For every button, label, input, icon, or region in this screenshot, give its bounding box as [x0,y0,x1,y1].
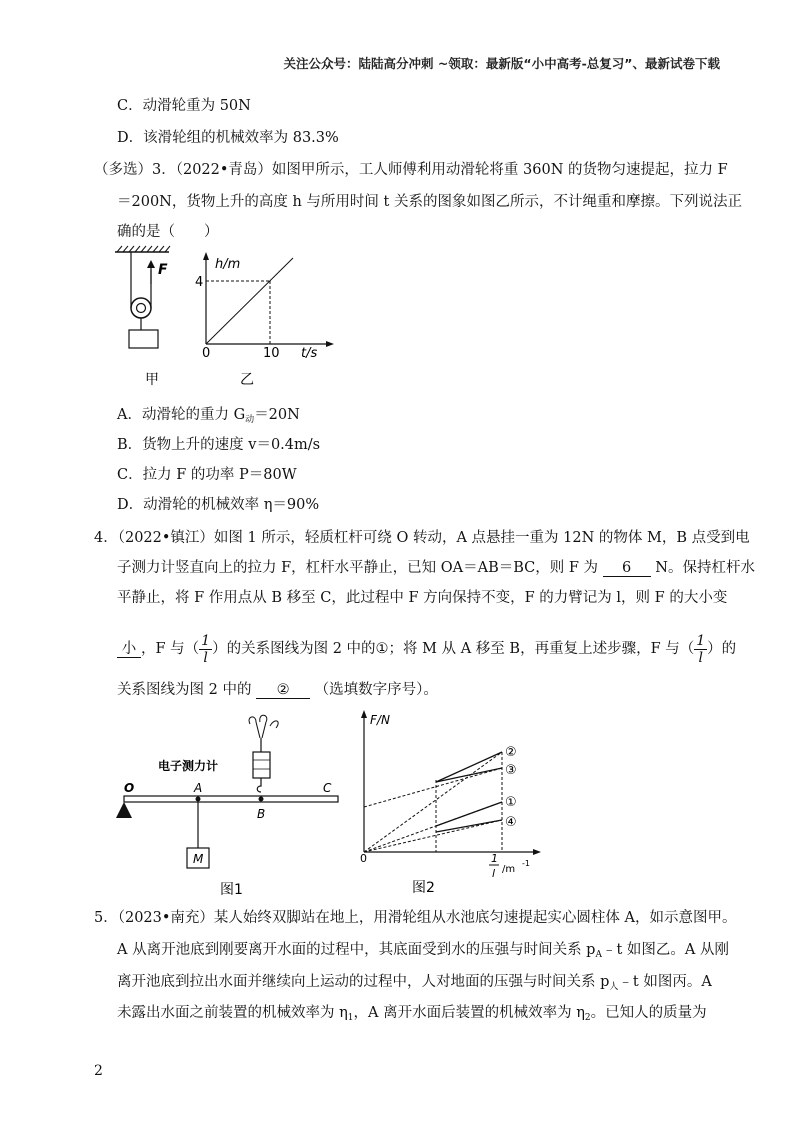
prev-option-d: D．该滑轮组的机械效率为 83.3% [117,130,339,146]
graph-y-tick: 4 [195,275,204,290]
f-vs-inverse-l-graph [352,702,552,897]
answer-blank-2: 小 [117,641,141,658]
q4-stem-line1: 4．（2022•镇江）如图 1 所示，轻质杠杆可绕 O 转动，A 点悬挂一重为 12N 的物体 M，B 点受到电 [94,530,750,546]
graph2-xlabel-num: 1 [491,852,498,865]
q4-stem-line2: 子测力计竖直向上的拉力 F，杠杆水平静止，已知 OA＝AB＝BC，则 F 为 6 N。保持杠杆水 [117,560,755,576]
prev-option-c: C．动滑轮重为 50N [117,98,251,114]
point-a-label: A [194,781,203,795]
q4-stem-line3: 平静止，将 F 作用点从 B 移至 C，此过程中 F 方向保持不变，F 的力臂记为 l，则 F 的大小变 [117,590,728,606]
point-c-label: C [323,781,332,795]
q3-stem-line1: （多选）3．（2022•青岛）如图甲所示，工人师傅利用动滑轮将重 360N 的货物匀速提起，拉力 F [94,162,728,178]
q3-stem-line2: ＝200N，货物上升的高度 h 与所用时间 t 关系的图象如图乙所示，不计绳重和摩擦。下列说法正 [117,194,742,210]
fraction-1-over-l: $\frac{1}{l}$ [201,632,211,666]
point-b-label: B [257,807,266,821]
q4-stem-line5: 关系图线为图 2 中的 ② （选填数字序号）。 [117,682,438,698]
answer-blank-3: ② [256,682,310,699]
force-label: F [158,262,168,278]
q5-stem-line1: 5．（2023•南充）某人始终双脚站在地上，用滑轮组从水池底匀速提起实心圆柱体 A，如示意图甲。 [94,910,737,926]
graph-origin: 0 [202,346,211,361]
pivot-triangle [116,802,132,818]
q3-option-a: A．动滑轮的重力 $G_动=20N$ [117,407,300,425]
graph2-xunit-exp: -1 [522,859,530,868]
graph2-ylabel: F/N [370,713,390,727]
q5-stem-line2: A 从离开池底到刚要离开水面的过程中，其底面受到水的压强与时间关系 $p_A﹣t$ 如图乙。A 从刚 [117,942,730,960]
fig-label-yi: 乙 [240,372,254,388]
object-m-label: M [193,852,204,866]
graph2-xlabel-den: l [492,867,496,880]
force-meter-icon [249,715,278,792]
force-meter-label: 电子测力计 [158,759,219,773]
q3-stem-line3: 确的是（ ） [117,224,219,240]
q5-stem-line3: 离开池底到拉出水面并继续向上运动的过程中，人对地面的压强与时间关系 $p_人﹣t$ 如图丙。A [117,974,712,992]
fig2-caption: 图2 [412,880,435,896]
q3-option-b: B．货物上升的速度 v＝0.4m/s [117,437,321,453]
page-number: 2 [94,1063,103,1079]
fig1-caption: 图1 [220,882,243,897]
graph2-xunit: /m [502,864,516,875]
fig-label-jia: 甲 [145,372,159,388]
q5-stem-line4: 未露出水面之前装置的机械效率为 $\eta_1$，A 离开水面后装置的机械效率为 $\eta_2$。已知人的质量为 [117,1005,707,1023]
fraction-1-over-l-2: $\frac{1}{l}$ [696,632,706,666]
line-label-2: ② [505,745,517,760]
answer-blank-1: 6 [603,560,651,577]
point-o-label: O [124,781,135,795]
graph-xlabel: t/s [301,346,318,361]
lever-bar [124,796,338,802]
line-label-3: ③ [505,763,517,778]
q3-figure [105,244,340,394]
q4-stem-line4: 小 ，F 与（ $\frac{1}{l}$ ）的关系图线为图 2 中的①；将 M 从 A 移至 B，再重复上述步骤，F 与（ $\frac{1}{l}$ ）的 [117,632,736,666]
page-header: 关注公众号：陆陆高分冲刺 ~领取：最新版“小中高考-总复习”、最新试卷下载 [283,56,720,71]
graph-x-tick: 10 [263,346,280,361]
line-label-4: ④ [505,815,517,830]
lever-figure [110,712,350,897]
graph-ylabel: h/m [215,257,241,272]
graph2-origin: 0 [360,852,367,865]
q3-option-c: C．拉力 F 的功率 P＝80W [117,467,297,483]
force-arrow [147,260,155,284]
line-label-1: ① [505,795,517,810]
q3-option-d: D．动滑轮的机械效率 η＝90% [117,497,320,513]
